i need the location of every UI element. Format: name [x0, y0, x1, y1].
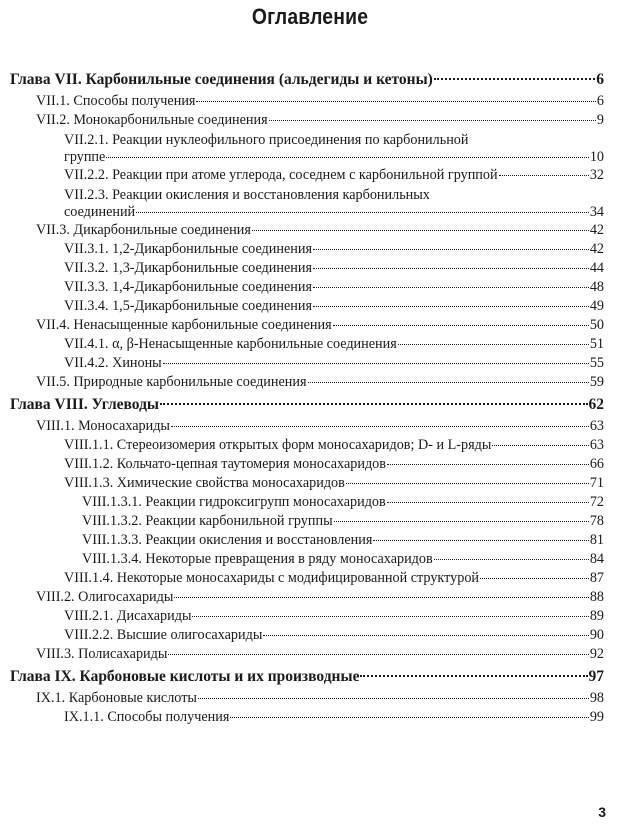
toc-entry-line [36, 374, 604, 393]
toc-entry-title: Глава VIII. Углеводы [10, 396, 160, 413]
toc-entry[interactable] [10, 475, 604, 494]
toc-entry[interactable] [10, 690, 604, 709]
toc-entry-page: 32 [589, 167, 604, 183]
toc-entry-title: VIII.2.2. Высшие олигосахариды [64, 627, 263, 643]
toc-entry-page: 34 [589, 204, 604, 220]
toc-dot-leader [198, 697, 589, 699]
toc-entry-line [36, 112, 604, 131]
toc-entry-title: VIII.1.3.4. Некоторые превращения в ряду моносахаридов [82, 551, 433, 567]
toc-entry-line [10, 396, 604, 415]
toc-entry[interactable] [10, 279, 604, 298]
toc-entry-title: VII.3. Дикарбонильные соединения [36, 222, 251, 238]
page-title: Оглавление [251, 4, 369, 29]
toc-dot-leader [269, 119, 596, 121]
toc-entry-line [64, 709, 604, 728]
toc-dot-leader [387, 463, 589, 465]
toc-entry-line [82, 532, 604, 551]
toc-entry-title: VIII.1.3.3. Реакции окисления и восстановления [82, 532, 373, 548]
toc-entry-title: VII.2.2. Реакции при атоме углерода, соседнем с карбонильной группой [64, 167, 498, 183]
toc-entry-title: VII.3.2. 1,3-Дикарбонильные соединения [64, 260, 312, 276]
toc-dot-leader [174, 596, 588, 598]
toc-entry-line [82, 551, 604, 570]
toc-entry-title: VIII.1.1. Стереоизомерия открытых форм моносахаридов; D- и L-ряды [64, 437, 492, 453]
toc-entry-line [64, 279, 604, 298]
toc-entry-page: 9 [596, 112, 604, 128]
toc-entry-title-continued: соединений [64, 204, 136, 220]
toc-entry-title: VIII.1.3. Химические свойства моносахаридов [64, 475, 345, 491]
toc-dot-leader [313, 248, 589, 250]
toc-chapter[interactable] [10, 68, 604, 93]
toc-entry-line [64, 627, 604, 646]
toc-dot-leader [252, 229, 589, 231]
toc-entry-page: 6 [596, 71, 604, 88]
toc-entry-page: 66 [589, 456, 604, 472]
toc-entry-page: 63 [589, 418, 604, 434]
toc-dot-leader [171, 425, 589, 427]
toc-entry-line [36, 589, 604, 608]
toc-entry-page: 87 [589, 570, 604, 586]
toc-dot-leader [106, 156, 589, 158]
toc-entry[interactable] [10, 709, 604, 728]
toc-entry-title: VII.2.3. Реакции окисления и восстановления карбонильных [64, 187, 430, 203]
toc-entry-page: 89 [589, 608, 604, 624]
toc-dot-leader [160, 402, 587, 405]
toc-entry[interactable] [10, 437, 604, 456]
toc-entry-title: VII.5. Природные карбонильные соединения [36, 374, 307, 390]
toc-entry-page: 98 [589, 690, 604, 706]
toc-dot-leader [373, 539, 588, 541]
toc-entry-line [64, 475, 604, 494]
toc-entry[interactable] [10, 167, 604, 186]
toc-entry-title: VII.3.1. 1,2-Дикарбонильные соединения [64, 241, 312, 257]
toc-dot-leader [499, 174, 589, 176]
toc-entry-line [82, 494, 604, 513]
toc-entry-title-continued: группе [64, 149, 106, 165]
toc-entry-page: 50 [589, 317, 604, 333]
toc-entry-line [10, 668, 604, 687]
toc-dot-leader [480, 577, 589, 579]
toc-entry-line [36, 222, 604, 241]
toc-entry[interactable] [10, 131, 604, 167]
toc-dot-leader [136, 211, 589, 213]
toc-entry-title: VII.3.3. 1,4-Дикарбонильные соединения [64, 279, 312, 295]
toc-entry-title: VIII.2.1. Дисахариды [64, 608, 192, 624]
toc-entry-page: 78 [589, 513, 604, 529]
toc-dot-leader [346, 482, 589, 484]
toc-entry-line [36, 690, 604, 709]
toc-entry-line [64, 608, 604, 627]
toc-entry-line [36, 317, 604, 336]
toc-entry[interactable] [10, 494, 604, 513]
toc-entry-title: IX.1.1. Способы получения [64, 709, 230, 725]
toc-dot-leader [398, 343, 589, 345]
toc-entry-title: VII.4.2. Хиноны [64, 355, 162, 371]
toc-entry-page: 84 [589, 551, 604, 567]
toc-entry[interactable] [10, 570, 604, 589]
toc-entry-page: 90 [589, 627, 604, 643]
toc-dot-leader [313, 286, 589, 288]
toc-entry[interactable] [10, 551, 604, 570]
toc-entry-page: 44 [589, 260, 604, 276]
toc-entry-title: VII.2. Монокарбонильные соединения [36, 112, 268, 128]
toc-dot-leader [168, 653, 588, 655]
toc-entry-line [64, 167, 604, 186]
toc-entry-title: Глава IX. Карбоновые кислоты и их производные [10, 668, 360, 685]
toc-entry-line [64, 131, 604, 149]
toc-entry-page: 55 [589, 355, 604, 371]
toc-entry-line [64, 355, 604, 374]
toc-dot-leader [263, 634, 588, 636]
toc-entry-page: 48 [589, 279, 604, 295]
toc-dot-leader [230, 716, 588, 718]
toc-entry-line [64, 186, 604, 204]
toc-entry-title: VIII.1.3.2. Реакции карбонильной группы [82, 513, 333, 529]
toc-dot-leader [333, 324, 589, 326]
toc-entry-title: VII.4. Ненасыщенные карбонильные соединения [36, 317, 332, 333]
toc-dot-leader [163, 362, 589, 364]
toc-entry-title: VIII.3. Полисахариды [36, 646, 168, 662]
toc-entry-line [64, 336, 604, 355]
toc-entry[interactable] [10, 513, 604, 532]
toc-entry-page: 97 [588, 668, 604, 685]
toc-entry-line [36, 418, 604, 437]
toc-entry-title: VII.4.1. α, β-Ненасыщенные карбонильные соединения [64, 336, 397, 352]
toc-entry-title: VIII.2. Олигосахариды [36, 589, 174, 605]
toc-entry[interactable] [10, 186, 604, 222]
toc-dot-leader [308, 381, 589, 383]
toc-entry-title: VIII.1.2. Кольчато-цепная таутомерия моносахаридов [64, 456, 386, 472]
toc-dot-leader [334, 520, 589, 522]
toc-entry-page: 51 [589, 336, 604, 352]
toc-dot-leader [492, 444, 588, 446]
toc-entry-title: IX.1. Карбоновые кислоты [36, 690, 197, 706]
toc-entry-line [64, 570, 604, 589]
toc-entry-page: 92 [589, 646, 604, 662]
toc-dot-leader [434, 558, 589, 560]
toc-entry-line [36, 93, 604, 112]
toc-entry-line [82, 513, 604, 532]
toc-entry[interactable] [10, 222, 604, 241]
toc-entry[interactable] [10, 627, 604, 646]
toc-entry[interactable] [10, 374, 604, 393]
toc-entry-title: VIII.1. Моносахариды [36, 418, 170, 434]
toc-entry-line [64, 437, 604, 456]
toc-entry-page: 88 [589, 589, 604, 605]
toc-entry-title: VIII.1.3.1. Реакции гидроксигрупп моносахаридов [82, 494, 386, 510]
toc-entry-line [64, 456, 604, 475]
toc-entry[interactable] [10, 336, 604, 355]
toc-entry[interactable] [10, 298, 604, 317]
toc-entry-page: 62 [588, 396, 604, 413]
toc-dot-leader [387, 501, 589, 503]
toc-entry-page: 10 [589, 149, 604, 165]
toc-dot-leader [313, 305, 589, 307]
toc-entry-line [64, 260, 604, 279]
toc-entry[interactable] [10, 241, 604, 260]
table-of-contents [10, 68, 604, 728]
toc-entry-line [64, 149, 604, 167]
toc-entry[interactable] [10, 608, 604, 627]
toc-entry-title: VIII.1.4. Некоторые моносахариды с модифицированной структурой [64, 570, 480, 586]
toc-entry[interactable] [10, 355, 604, 374]
toc-dot-leader [313, 267, 589, 269]
toc-chapter[interactable] [10, 665, 604, 690]
toc-entry-page: 6 [596, 93, 604, 109]
toc-entry-page: 63 [589, 437, 604, 453]
toc-entry-page: 59 [589, 374, 604, 390]
toc-entry[interactable] [10, 260, 604, 279]
toc-entry[interactable] [10, 589, 604, 608]
toc-dot-leader [434, 77, 595, 80]
toc-entry-title: VII.1. Способы получения [36, 93, 196, 109]
toc-entry[interactable] [10, 532, 604, 551]
toc-dot-leader [192, 615, 588, 617]
toc-entry-page: 71 [589, 475, 604, 491]
toc-entry-page: 72 [589, 494, 604, 510]
page-number: 3 [598, 804, 606, 820]
toc-entry-title: Глава VII. Карбонильные соединения (альдегиды и кетоны) [10, 71, 433, 88]
toc-entry[interactable] [10, 317, 604, 336]
toc-entry[interactable] [10, 112, 604, 131]
toc-dot-leader [360, 674, 587, 677]
toc-dot-leader [196, 100, 595, 102]
toc-entry-page: 49 [589, 298, 604, 314]
toc-entry-page: 81 [589, 532, 604, 548]
toc-entry[interactable] [10, 418, 604, 437]
toc-chapter[interactable] [10, 393, 604, 418]
toc-entry-title: VII.3.4. 1,5-Дикарбонильные соединения [64, 298, 312, 314]
toc-entry-line [64, 204, 604, 222]
toc-entry[interactable] [10, 93, 604, 112]
toc-entry-line [64, 298, 604, 317]
toc-entry[interactable] [10, 456, 604, 475]
toc-entry-page: 42 [589, 222, 604, 238]
toc-entry-page: 99 [589, 709, 604, 725]
toc-entry-page: 42 [589, 241, 604, 257]
toc-entry-line [64, 241, 604, 260]
toc-entry[interactable] [10, 646, 604, 665]
toc-entry-title: VII.2.1. Реакции нуклеофильного присоединения по карбонильной [64, 132, 469, 148]
toc-entry-line [36, 646, 604, 665]
toc-entry-line [10, 71, 604, 90]
